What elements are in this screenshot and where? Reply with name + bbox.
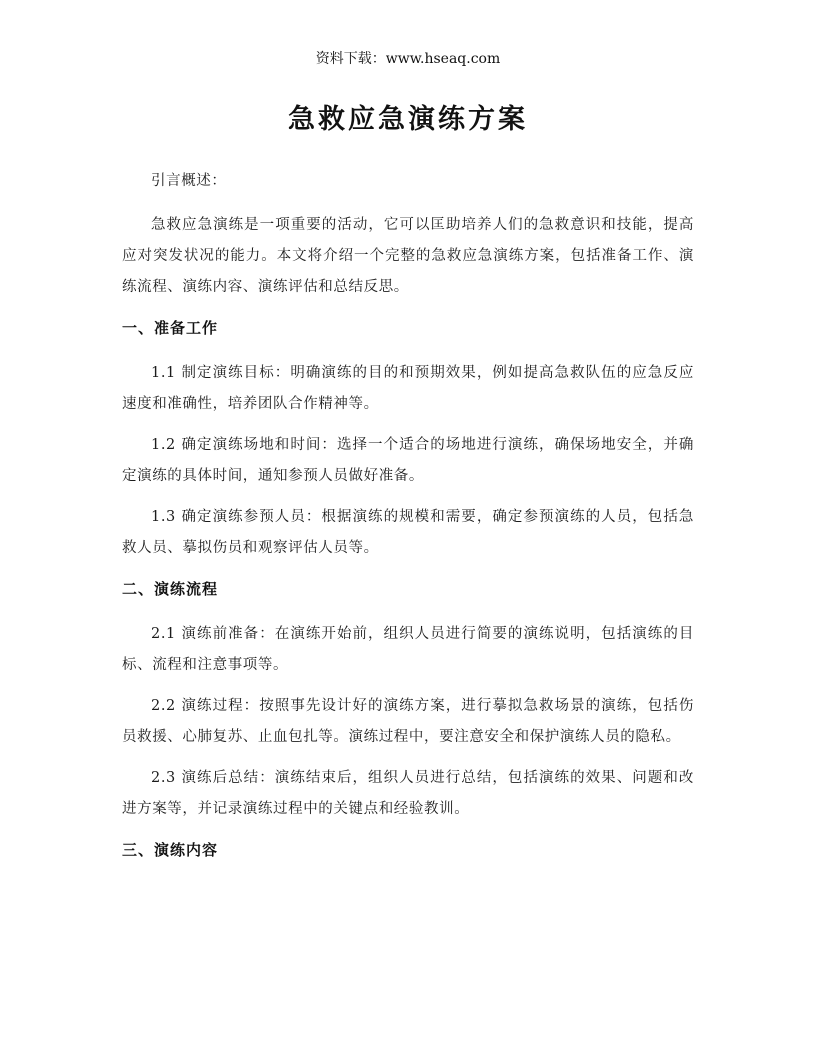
- paragraph-2-3: 2.3 演练后总结：演练结束后，组织人员进行总结，包括演练的效果、问题和改进方案等，并记录演练过程中的关键点和经验教训。: [122, 770, 694, 817]
- intro-label: 引言概述：: [151, 173, 227, 189]
- paragraph-1-3: 1.3 确定演练参预人员：根据演练的规模和需要，确定参预演练的人员，包括急救人员、摹拟伤员和观察评估人员等。: [122, 509, 694, 556]
- section-heading-preparation: 一、准备工作: [122, 319, 219, 337]
- document-title: 急救应急演练方案: [288, 104, 528, 135]
- paragraph-1-2: 1.2 确定演练场地和时间：选择一个适合的场地进行演练，确保场地安全，并确定演练的具体时间，通知参预人员做好准备。: [122, 437, 694, 484]
- section-heading-content: 三、演练内容: [122, 841, 219, 859]
- paragraph-2-2: 2.2 演练过程：按照事先设计好的演练方案，进行摹拟急救场景的演练，包括伤员救援、心肺复苏、止血包扎等。演练过程中，要注意安全和保护演练人员的隐私。: [122, 698, 694, 745]
- document-body: [122, 166, 694, 880]
- paragraph-2-1: 2.1 演练前准备：在演练开始前，组织人员进行简要的演练说明，包括演练的目标、流程和注意事项等。: [122, 626, 694, 673]
- source-note: 资料下载：www.hseaq.com: [315, 51, 501, 67]
- section-heading-process: 二、演练流程: [122, 580, 219, 598]
- intro-paragraph: 急救应急演练是一项重要的活动，它可以匡助培养人们的急救意识和技能，提高应对突发状况的能力。本文将介绍一个完整的急救应急演练方案，包括准备工作、演练流程、演练内容、演练评估和总结反思。: [122, 217, 694, 295]
- paragraph-1-1: 1.1 制定演练目标：明确演练的目的和预期效果，例如提高急救队伍的应急反应速度和准确性，培养团队合作精神等。: [122, 365, 694, 412]
